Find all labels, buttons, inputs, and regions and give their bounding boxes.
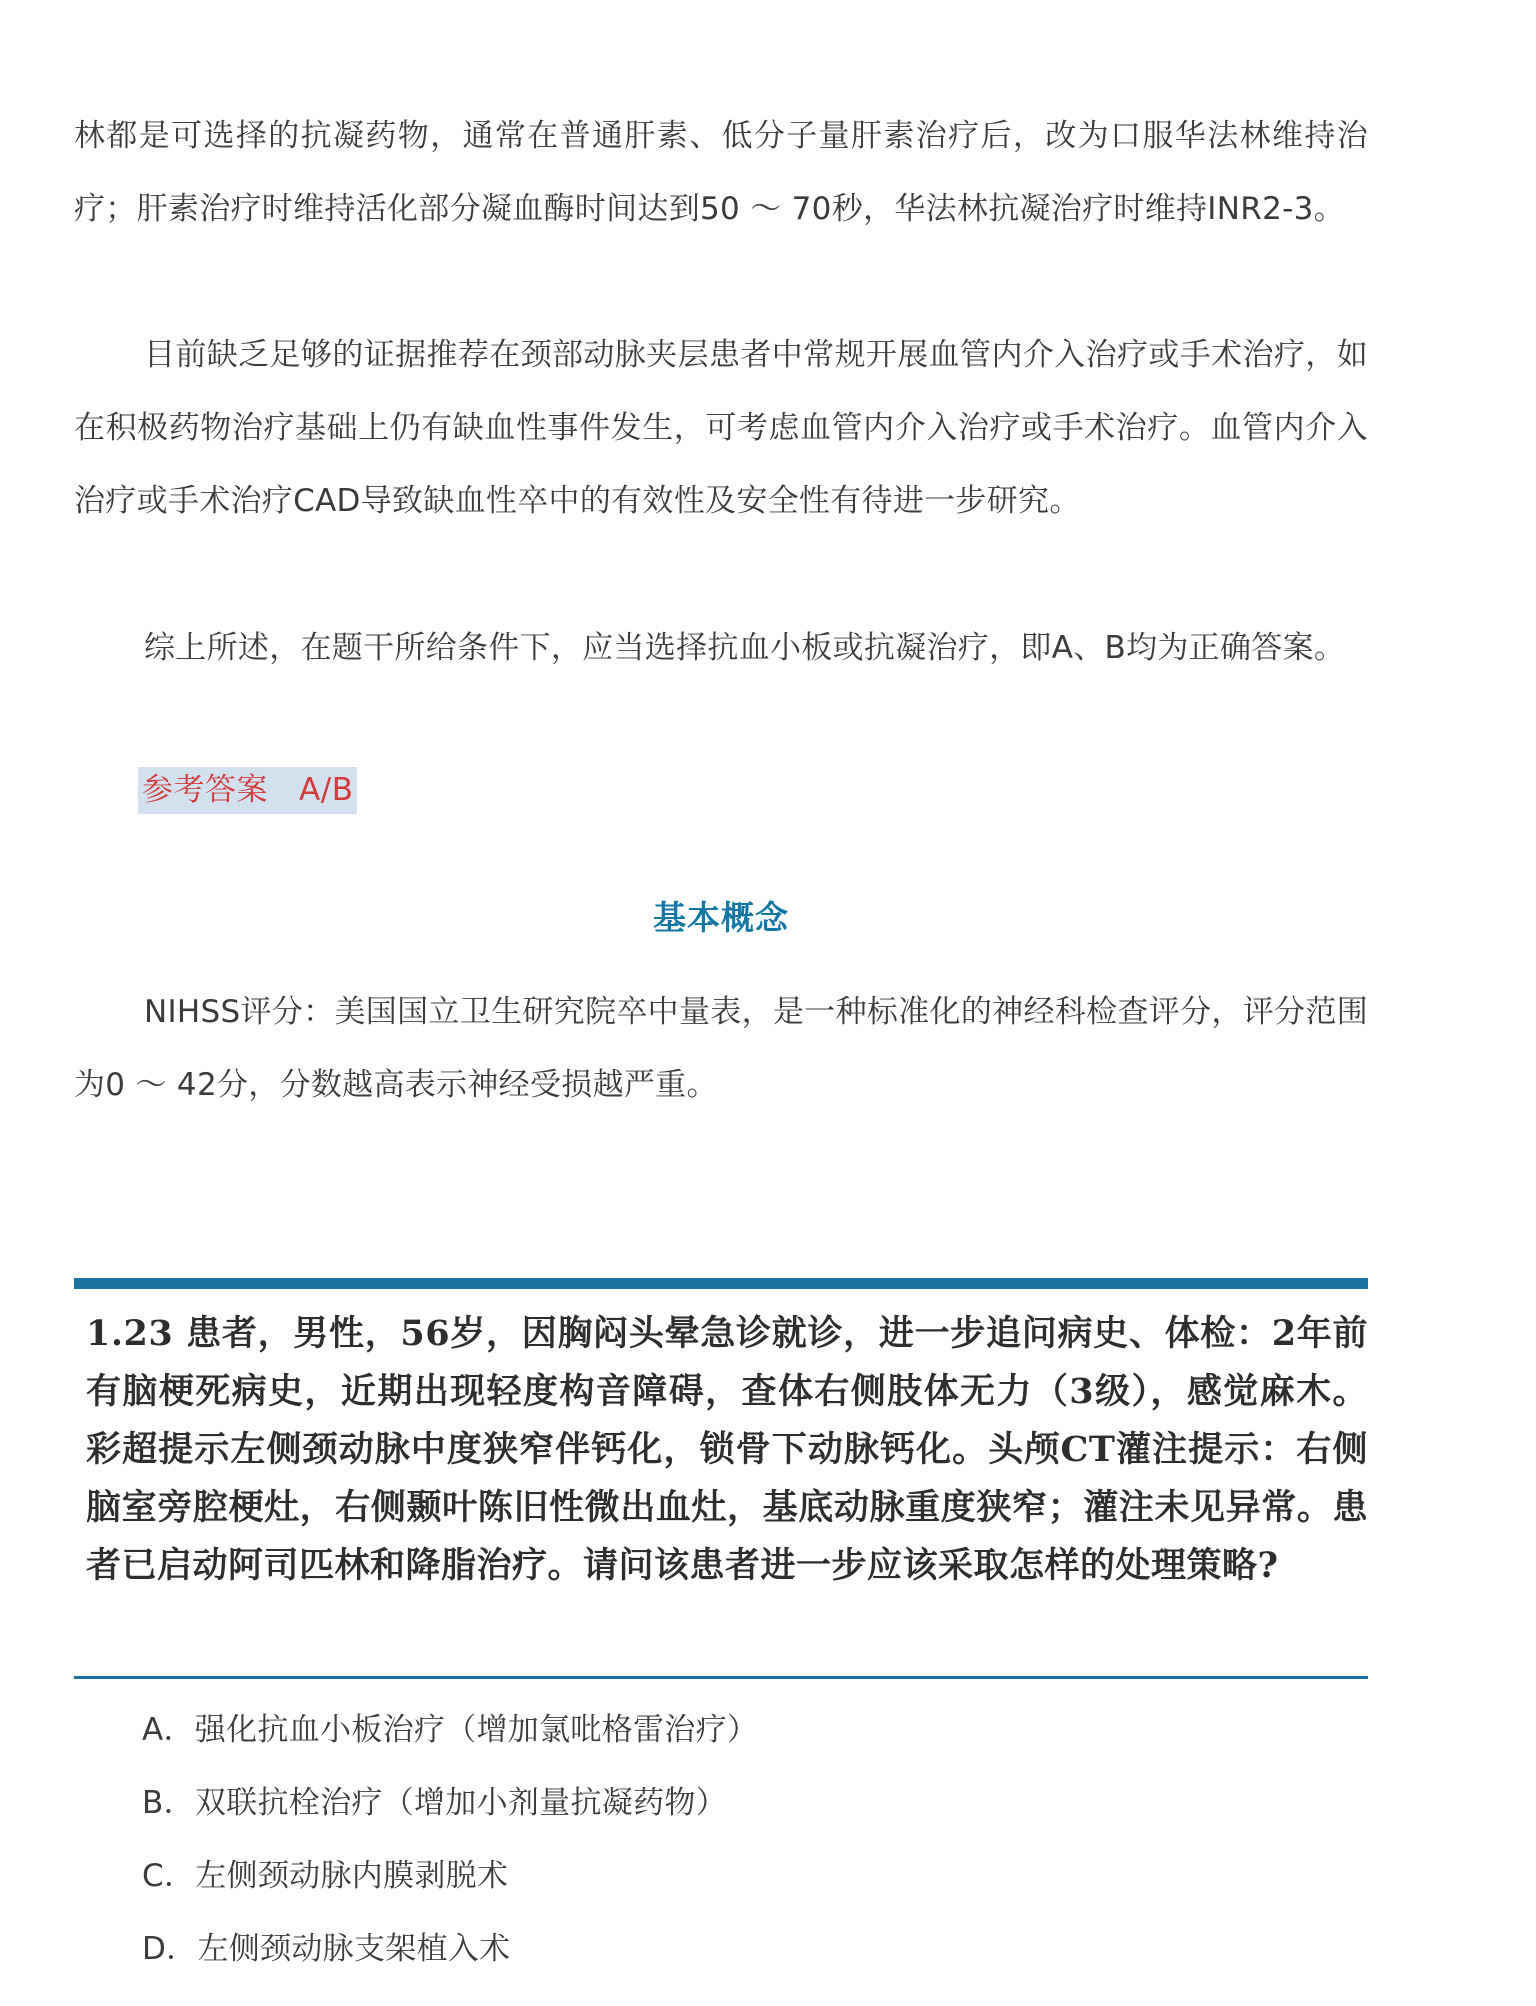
- option-b: B．双联抗栓治疗（增加小剂量抗凝药物）: [142, 1785, 727, 1821]
- paragraph-summary: [74, 612, 1368, 685]
- paragraph-nihss-definition: [74, 976, 1368, 1122]
- option-c: C．左侧颈动脉内膜剥脱术: [142, 1858, 509, 1894]
- option-a: A．强化抗血小板治疗（增加氯吡格雷治疗）: [142, 1712, 759, 1748]
- answer-options: [142, 1694, 1362, 1986]
- question-stem: 1.23 患者，男性，56岁，因胸闷头晕急诊就诊，进一步追问病史、体检：2年前有脑梗死病史，近期出现轻度构音障碍，查体右侧肢体无力（3级），感觉麻木。彩超提示左侧颈动脉中度狭窄伴钙化，锁骨下动脉钙化。头颅CT灌注提示：右侧脑室旁腔梗灶，右侧颞叶陈旧性微出血灶，基底动脉重度狭窄；灌注未见异常。患者已启动阿司匹林和降脂治疗。请问该患者进一步应该采取怎样的处理策略?: [86, 1313, 1368, 1586]
- question-bottom-rule: [74, 1676, 1368, 1679]
- paragraph-anticoagulant-continuation: [74, 100, 1368, 246]
- paragraph-text: 目前缺乏足够的证据推荐在颈部动脉夹层患者中常规开展血管内介入治疗或手术治疗，如在积极药物治疗基础上仍有缺血性事件发生，可考虑血管内介入治疗或手术治疗。血管内介入治疗或手术治疗CAD导致缺血性卒中的有效性及安全性有待进一步研究。: [74, 337, 1368, 519]
- paragraph-text: 林都是可选择的抗凝药物，通常在普通肝素、低分子量肝素治疗后，改为口服华法林维持治疗；肝素治疗时维持活化部分凝血酶时间达到50 ～ 70秒，华法林抗凝治疗时维持INR2-3。: [74, 118, 1368, 227]
- question-top-rule: [74, 1278, 1368, 1289]
- section-heading: 基本概念: [653, 898, 789, 937]
- paragraph-interventional-evidence: [74, 319, 1368, 538]
- reference-answer: 参考答案 A/B: [138, 767, 357, 814]
- paragraph-text: NIHSS评分：美国国立卫生研究院卒中量表，是一种标准化的神经科检查评分，评分范围为0 ～ 42分，分数越高表示神经受损越严重。: [74, 994, 1368, 1103]
- paragraph-text: 综上所述，在题干所给条件下，应当选择抗血小板或抗凝治疗，即A、B均为正确答案。: [144, 630, 1346, 666]
- option-d: D．左侧颈动脉支架植入术: [142, 1931, 511, 1967]
